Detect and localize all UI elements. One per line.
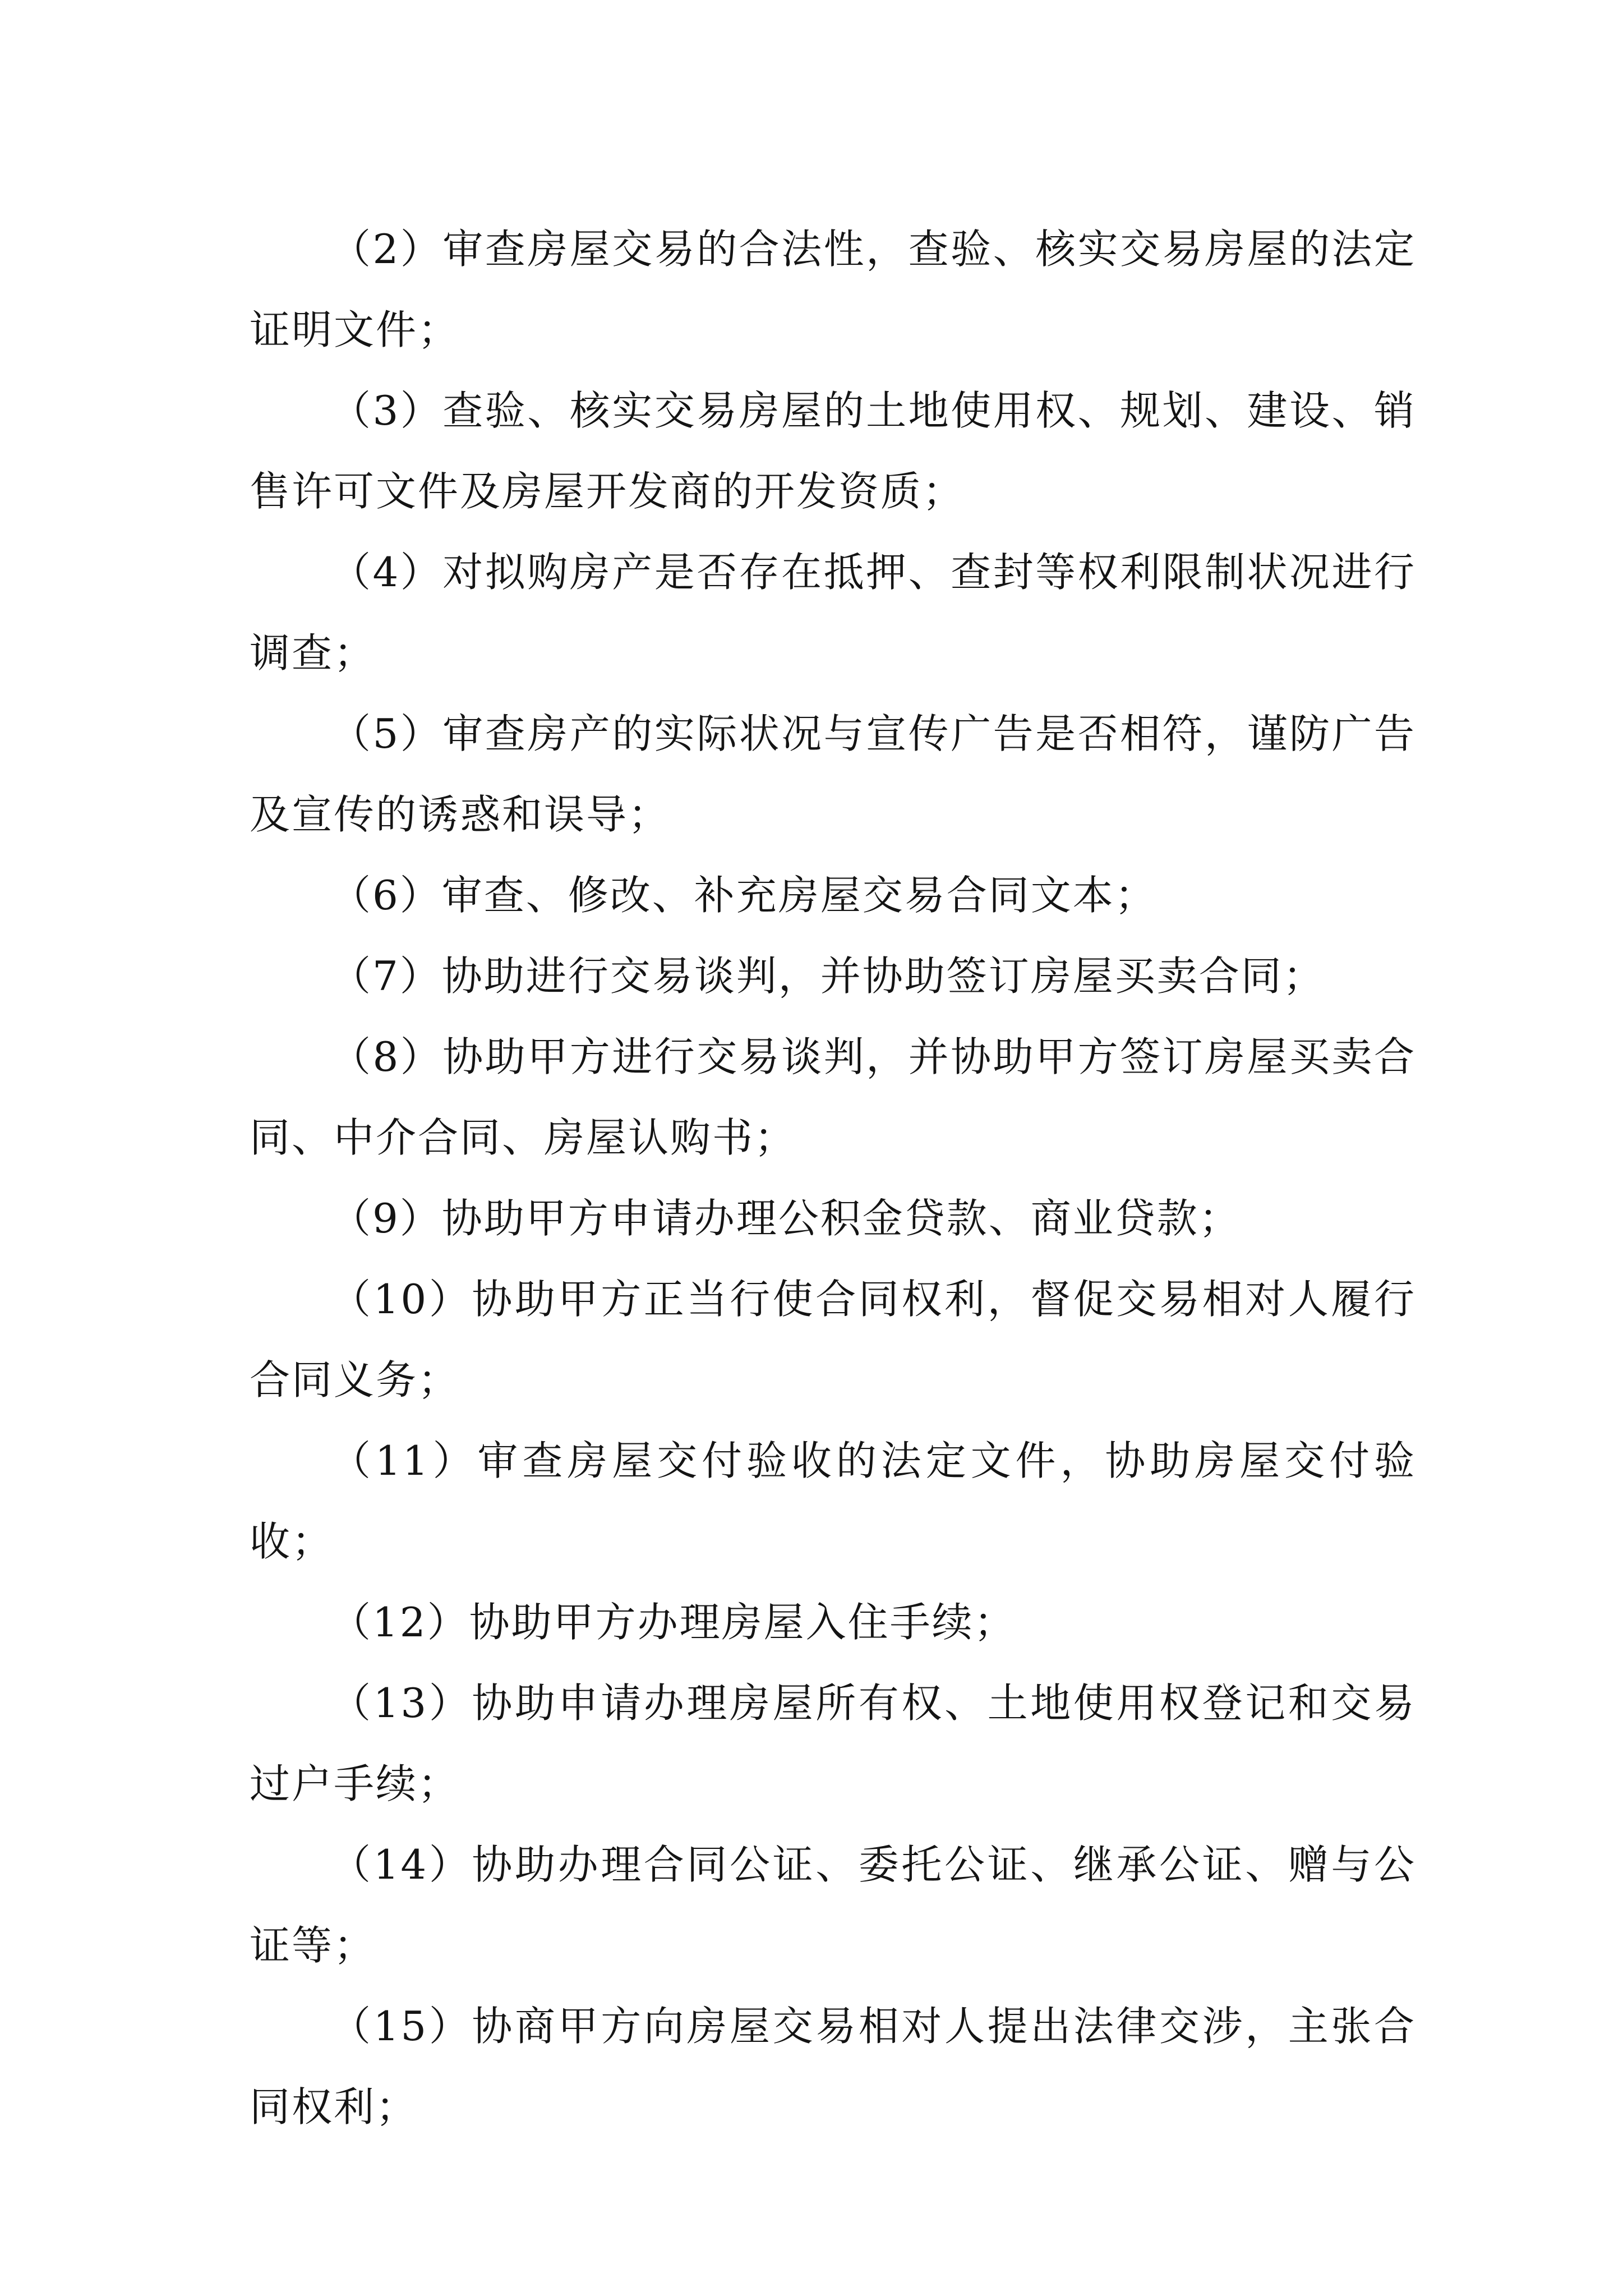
list-item-10: （10）协助甲方正当行使合同权利，督促交易相对人履行合同义务； [250, 1276, 1416, 1404]
document-body [250, 209, 1416, 2147]
list-item-15: （15）协商甲方向房屋交易相对人提出法律交涉，主张合同权利； [250, 2003, 1416, 2131]
list-item-13: （13）协助申请办理房屋所有权、土地使用权登记和交易过户手续； [250, 1680, 1416, 1807]
list-item-12: （12）协助甲方办理房屋入住手续； [330, 1599, 1016, 1646]
list-item-11: （11）审查房屋交付验收的法定文件，协助房屋交付验收； [250, 1437, 1416, 1565]
list-item-3: （3）查验、核实交易房屋的土地使用权、规划、建设、销售许可文件及房屋开发商的开发资质； [250, 387, 1416, 515]
list-item-6: （6）审查、修改、补充房屋交易合同文本； [330, 872, 1157, 919]
list-item-5: （5）审查房产的实际状况与宣传广告是否相符，谨防广告及宣传的诱惑和误导； [250, 710, 1416, 838]
list-item-4: （4）对拟购房产是否存在抵押、查封等权利限制状况进行调查； [250, 549, 1416, 677]
list-item-7: （7）协助进行交易谈判，并协助签订房屋买卖合同； [330, 953, 1325, 1000]
list-item-8: （8）协助甲方进行交易谈判，并协助甲方签订房屋买卖合同、中介合同、房屋认购书； [250, 1033, 1416, 1161]
list-item-9: （9）协助甲方申请办理公积金贷款、商业贷款； [330, 1195, 1241, 1242]
list-item-14: （14）协助办理合同公证、委托公证、继承公证、赠与公证等； [250, 1841, 1416, 1969]
list-item-2: （2）审查房屋交易的合法性，查验、核实交易房屋的法定证明文件； [250, 226, 1416, 353]
